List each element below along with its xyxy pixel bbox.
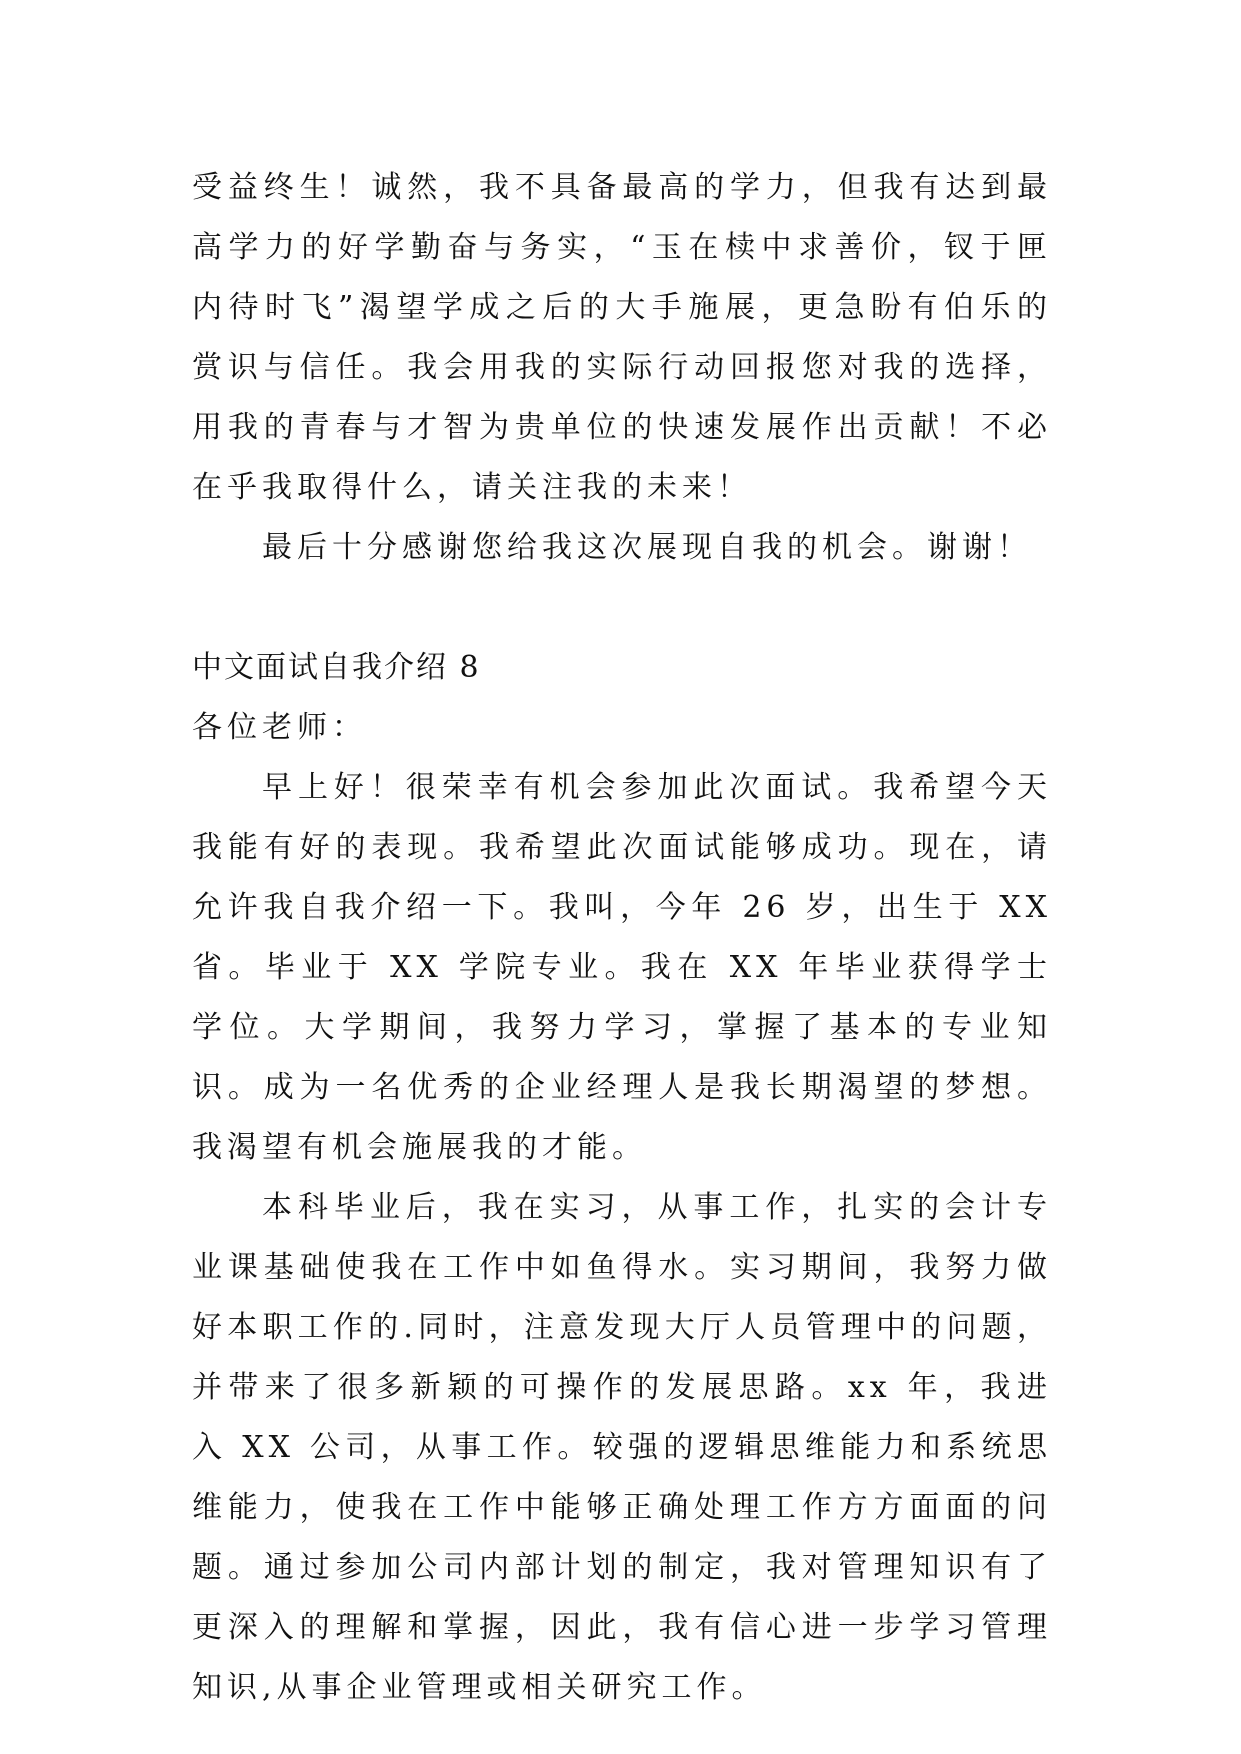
paragraph-thanks: 最后十分感谢您给我这次展现自我的机会。谢谢！ [262,530,1032,565]
paragraph-introduction: 早上好！很荣幸有机会参加此次面试。我希望今天我能有好的表现。我希望此次面试能够成功。现在，请允许我自我介绍一下。我叫，今年 26 岁，出生于 XX 省。毕业于 XX 学院专业。我在 XX 年毕业获得学士学位。大学期间，我努力学习，掌握了基本的专业知识。成为一名优秀的企业经理人是我长期渴望的梦想。我渴望有机会施展我的才能。 [192,770,1052,1165]
paragraph-work-experience: 本科毕业后，我在实习，从事工作，扎实的会计专业课基础使我在工作中如鱼得水。实习期间，我努力做好本职工作的.同时，注意发现大厅人员管理中的问题，并带来了很多新颖的可操作的发展思路。xx 年，我进入 XX 公司，从事工作。较强的逻辑思维能力和系统思维能力，使我在工作中能够正确处理工作方方面面的问题。通过参加公司内部计划的制定，我对管理知识有了更深入的理解和掌握，因此，我有信心进一步学习管理知识,从事企业管理或相关研究工作。 [192,1190,1052,1705]
section-spacer [192,578,1052,638]
document-body [192,158,1052,1718]
section-title: 中文面试自我介绍 8 [192,650,481,685]
paragraph-continuation: 受益终生！诚然，我不具备最高的学力，但我有达到最高学力的好学勤奋与务实，“玉在椟中求善价，钗于匣内待时飞”渴望学成之后的大手施展，更急盼有伯乐的赏识与信任。我会用我的实际行动回报您对我的选择，用我的青春与才智为贵单位的快速发展作出贡献！不必在乎我取得什么，请关注我的未来！ [192,170,1052,505]
salutation: 各位老师： [192,710,367,745]
